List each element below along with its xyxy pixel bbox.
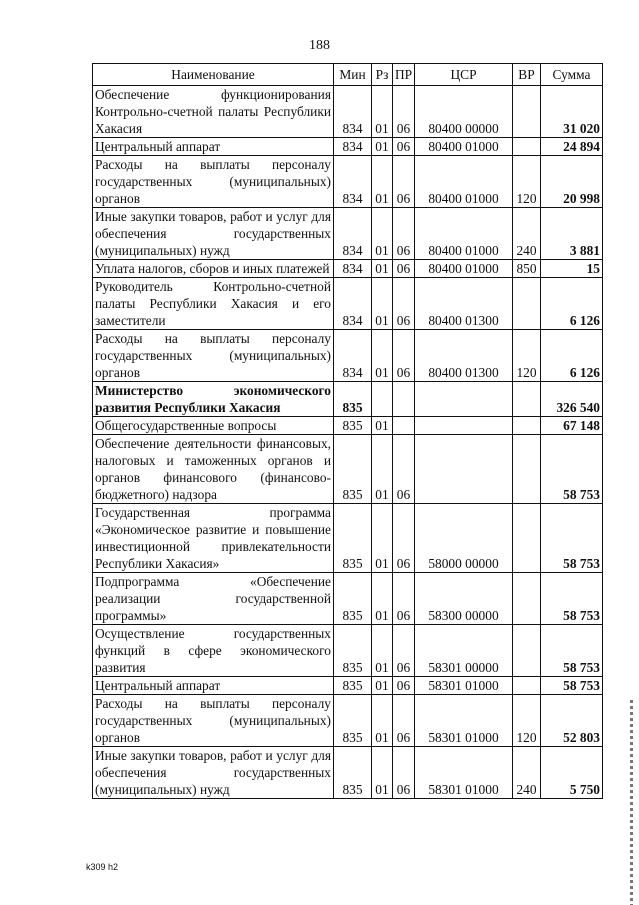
- row-min-cell: 834: [334, 138, 372, 156]
- row-csr-cell: 58000 00000: [415, 504, 513, 573]
- row-rz-cell: 01: [372, 747, 393, 799]
- row-vr-cell: 850: [513, 260, 541, 278]
- row-rz-cell: 01: [372, 260, 393, 278]
- row-name-cell: Государственная программа «Экономическое развитие и повышение инвестиционной привлекательности Республики Хакасия»: [93, 504, 334, 573]
- row-vr-cell: [513, 677, 541, 695]
- row-pr-cell: 06: [393, 435, 415, 504]
- table-row: [93, 695, 603, 747]
- row-min-cell: 835: [334, 677, 372, 695]
- row-pr-cell: 06: [393, 677, 415, 695]
- row-vr-cell: [513, 417, 541, 435]
- row-pr-cell: 06: [393, 330, 415, 382]
- row-min-cell: 835: [334, 695, 372, 747]
- row-csr-cell: [415, 417, 513, 435]
- row-sum-cell: 52 803: [541, 695, 603, 747]
- row-pr-cell: 06: [393, 208, 415, 260]
- row-csr-cell: 80400 01000: [415, 156, 513, 208]
- row-csr-cell: 80400 00000: [415, 86, 513, 138]
- row-sum-cell: 24 894: [541, 138, 603, 156]
- row-min-cell: 834: [334, 330, 372, 382]
- row-rz-cell: 01: [372, 435, 393, 504]
- row-name-cell: Расходы на выплаты персоналу государственных (муниципальных) органов: [93, 156, 334, 208]
- row-sum-cell: 326 540: [541, 382, 603, 417]
- row-rz-cell: 01: [372, 330, 393, 382]
- footer-code: k309 h2: [86, 862, 119, 872]
- row-csr-cell: [415, 382, 513, 417]
- row-csr-cell: 80400 01300: [415, 278, 513, 330]
- row-rz-cell: 01: [372, 417, 393, 435]
- row-csr-cell: 80400 01300: [415, 330, 513, 382]
- row-csr-cell: 80400 01000: [415, 208, 513, 260]
- table-row: [93, 573, 603, 625]
- row-name-cell: Иные закупки товаров, работ и услуг для обеспечения государственных (муниципальных) нужд: [93, 208, 334, 260]
- row-name-cell: Расходы на выплаты персоналу государственных (муниципальных) органов: [93, 330, 334, 382]
- row-pr-cell: [393, 382, 415, 417]
- table-row: [93, 156, 603, 208]
- row-sum-cell: 31 020: [541, 86, 603, 138]
- row-pr-cell: 06: [393, 504, 415, 573]
- row-rz-cell: 01: [372, 278, 393, 330]
- row-csr-cell: 58301 00000: [415, 625, 513, 677]
- row-sum-cell: 3 881: [541, 208, 603, 260]
- header-csr: ЦСР: [415, 64, 513, 86]
- row-pr-cell: 06: [393, 86, 415, 138]
- row-sum-cell: 15: [541, 260, 603, 278]
- row-min-cell: 835: [334, 435, 372, 504]
- row-min-cell: 834: [334, 260, 372, 278]
- row-sum-cell: 58 753: [541, 504, 603, 573]
- row-vr-cell: 120: [513, 330, 541, 382]
- table-row: [93, 382, 603, 417]
- row-pr-cell: 06: [393, 695, 415, 747]
- table-row: [93, 86, 603, 138]
- row-min-cell: 835: [334, 625, 372, 677]
- table-row: [93, 208, 603, 260]
- row-pr-cell: 06: [393, 747, 415, 799]
- row-csr-cell: 58301 01000: [415, 677, 513, 695]
- table-row: [93, 504, 603, 573]
- table-row: [93, 330, 603, 382]
- row-sum-cell: 67 148: [541, 417, 603, 435]
- table-row: [93, 138, 603, 156]
- row-pr-cell: [393, 417, 415, 435]
- row-vr-cell: 120: [513, 695, 541, 747]
- row-vr-cell: [513, 86, 541, 138]
- row-min-cell: 834: [334, 278, 372, 330]
- row-name-cell: Центральный аппарат: [93, 677, 334, 695]
- table-row: [93, 260, 603, 278]
- row-min-cell: 835: [334, 573, 372, 625]
- row-rz-cell: 01: [372, 625, 393, 677]
- row-vr-cell: [513, 138, 541, 156]
- row-vr-cell: 240: [513, 208, 541, 260]
- row-min-cell: 835: [334, 382, 372, 417]
- page-number: 188: [309, 38, 330, 53]
- row-rz-cell: 01: [372, 156, 393, 208]
- row-name-cell: Руководитель Контрольно-счетной палаты Республики Хакасия и его заместители: [93, 278, 334, 330]
- table-row: [93, 625, 603, 677]
- row-pr-cell: 06: [393, 260, 415, 278]
- row-sum-cell: 6 126: [541, 278, 603, 330]
- row-vr-cell: [513, 573, 541, 625]
- table-row: [93, 278, 603, 330]
- row-name-cell: Центральный аппарат: [93, 138, 334, 156]
- row-sum-cell: 58 753: [541, 573, 603, 625]
- row-sum-cell: 58 753: [541, 625, 603, 677]
- row-csr-cell: 80400 01000: [415, 138, 513, 156]
- row-csr-cell: 58300 00000: [415, 573, 513, 625]
- row-min-cell: 834: [334, 208, 372, 260]
- row-min-cell: 835: [334, 747, 372, 799]
- row-sum-cell: 58 753: [541, 435, 603, 504]
- row-sum-cell: 20 998: [541, 156, 603, 208]
- row-sum-cell: 5 750: [541, 747, 603, 799]
- row-pr-cell: 06: [393, 573, 415, 625]
- row-rz-cell: 01: [372, 573, 393, 625]
- header-vr: ВР: [513, 64, 541, 86]
- row-vr-cell: [513, 504, 541, 573]
- header-sum: Сумма: [541, 64, 603, 86]
- row-pr-cell: 06: [393, 278, 415, 330]
- table-row: [93, 677, 603, 695]
- table-row: [93, 747, 603, 799]
- row-sum-cell: 58 753: [541, 677, 603, 695]
- header-name: Наименование: [93, 64, 334, 86]
- row-rz-cell: 01: [372, 138, 393, 156]
- row-rz-cell: 01: [372, 208, 393, 260]
- row-pr-cell: 06: [393, 625, 415, 677]
- row-vr-cell: [513, 278, 541, 330]
- row-sum-cell: 6 126: [541, 330, 603, 382]
- row-vr-cell: 240: [513, 747, 541, 799]
- table-header-row: [93, 64, 603, 86]
- row-vr-cell: 120: [513, 156, 541, 208]
- row-name-cell: Министерство экономического развития Республики Хакасия: [93, 382, 334, 417]
- table-row: [93, 417, 603, 435]
- row-rz-cell: 01: [372, 504, 393, 573]
- row-vr-cell: [513, 382, 541, 417]
- header-min: Мин: [334, 64, 372, 86]
- row-name-cell: Расходы на выплаты персоналу государственных (муниципальных) органов: [93, 695, 334, 747]
- row-vr-cell: [513, 435, 541, 504]
- row-csr-cell: 58301 01000: [415, 695, 513, 747]
- scan-edge-mark: [630, 700, 633, 905]
- row-pr-cell: 06: [393, 138, 415, 156]
- row-csr-cell: [415, 435, 513, 504]
- row-rz-cell: 01: [372, 677, 393, 695]
- row-csr-cell: 80400 01000: [415, 260, 513, 278]
- row-name-cell: Обеспечение функционирования Контрольно-счетной палаты Республики Хакасия: [93, 86, 334, 138]
- row-min-cell: 835: [334, 504, 372, 573]
- row-rz-cell: 01: [372, 695, 393, 747]
- row-pr-cell: 06: [393, 156, 415, 208]
- header-rz: Рз: [372, 64, 393, 86]
- header-pr: ПР: [393, 64, 415, 86]
- row-min-cell: 835: [334, 417, 372, 435]
- budget-table: [92, 63, 603, 799]
- row-name-cell: Иные закупки товаров, работ и услуг для обеспечения государственных (муниципальных) нужд: [93, 747, 334, 799]
- row-name-cell: Осуществление государственных функций в сфере экономического развития: [93, 625, 334, 677]
- table-row: [93, 435, 603, 504]
- row-name-cell: Уплата налогов, сборов и иных платежей: [93, 260, 334, 278]
- row-name-cell: Подпрограмма «Обеспечение реализации государственной программы»: [93, 573, 334, 625]
- row-csr-cell: 58301 01000: [415, 747, 513, 799]
- row-vr-cell: [513, 625, 541, 677]
- row-rz-cell: 01: [372, 86, 393, 138]
- row-min-cell: 834: [334, 86, 372, 138]
- row-rz-cell: [372, 382, 393, 417]
- row-name-cell: Обеспечение деятельности финансовых, налоговых и таможенных органов и органов финансового (финансово-бюджетного) надзора: [93, 435, 334, 504]
- row-min-cell: 834: [334, 156, 372, 208]
- row-name-cell: Общегосударственные вопросы: [93, 417, 334, 435]
